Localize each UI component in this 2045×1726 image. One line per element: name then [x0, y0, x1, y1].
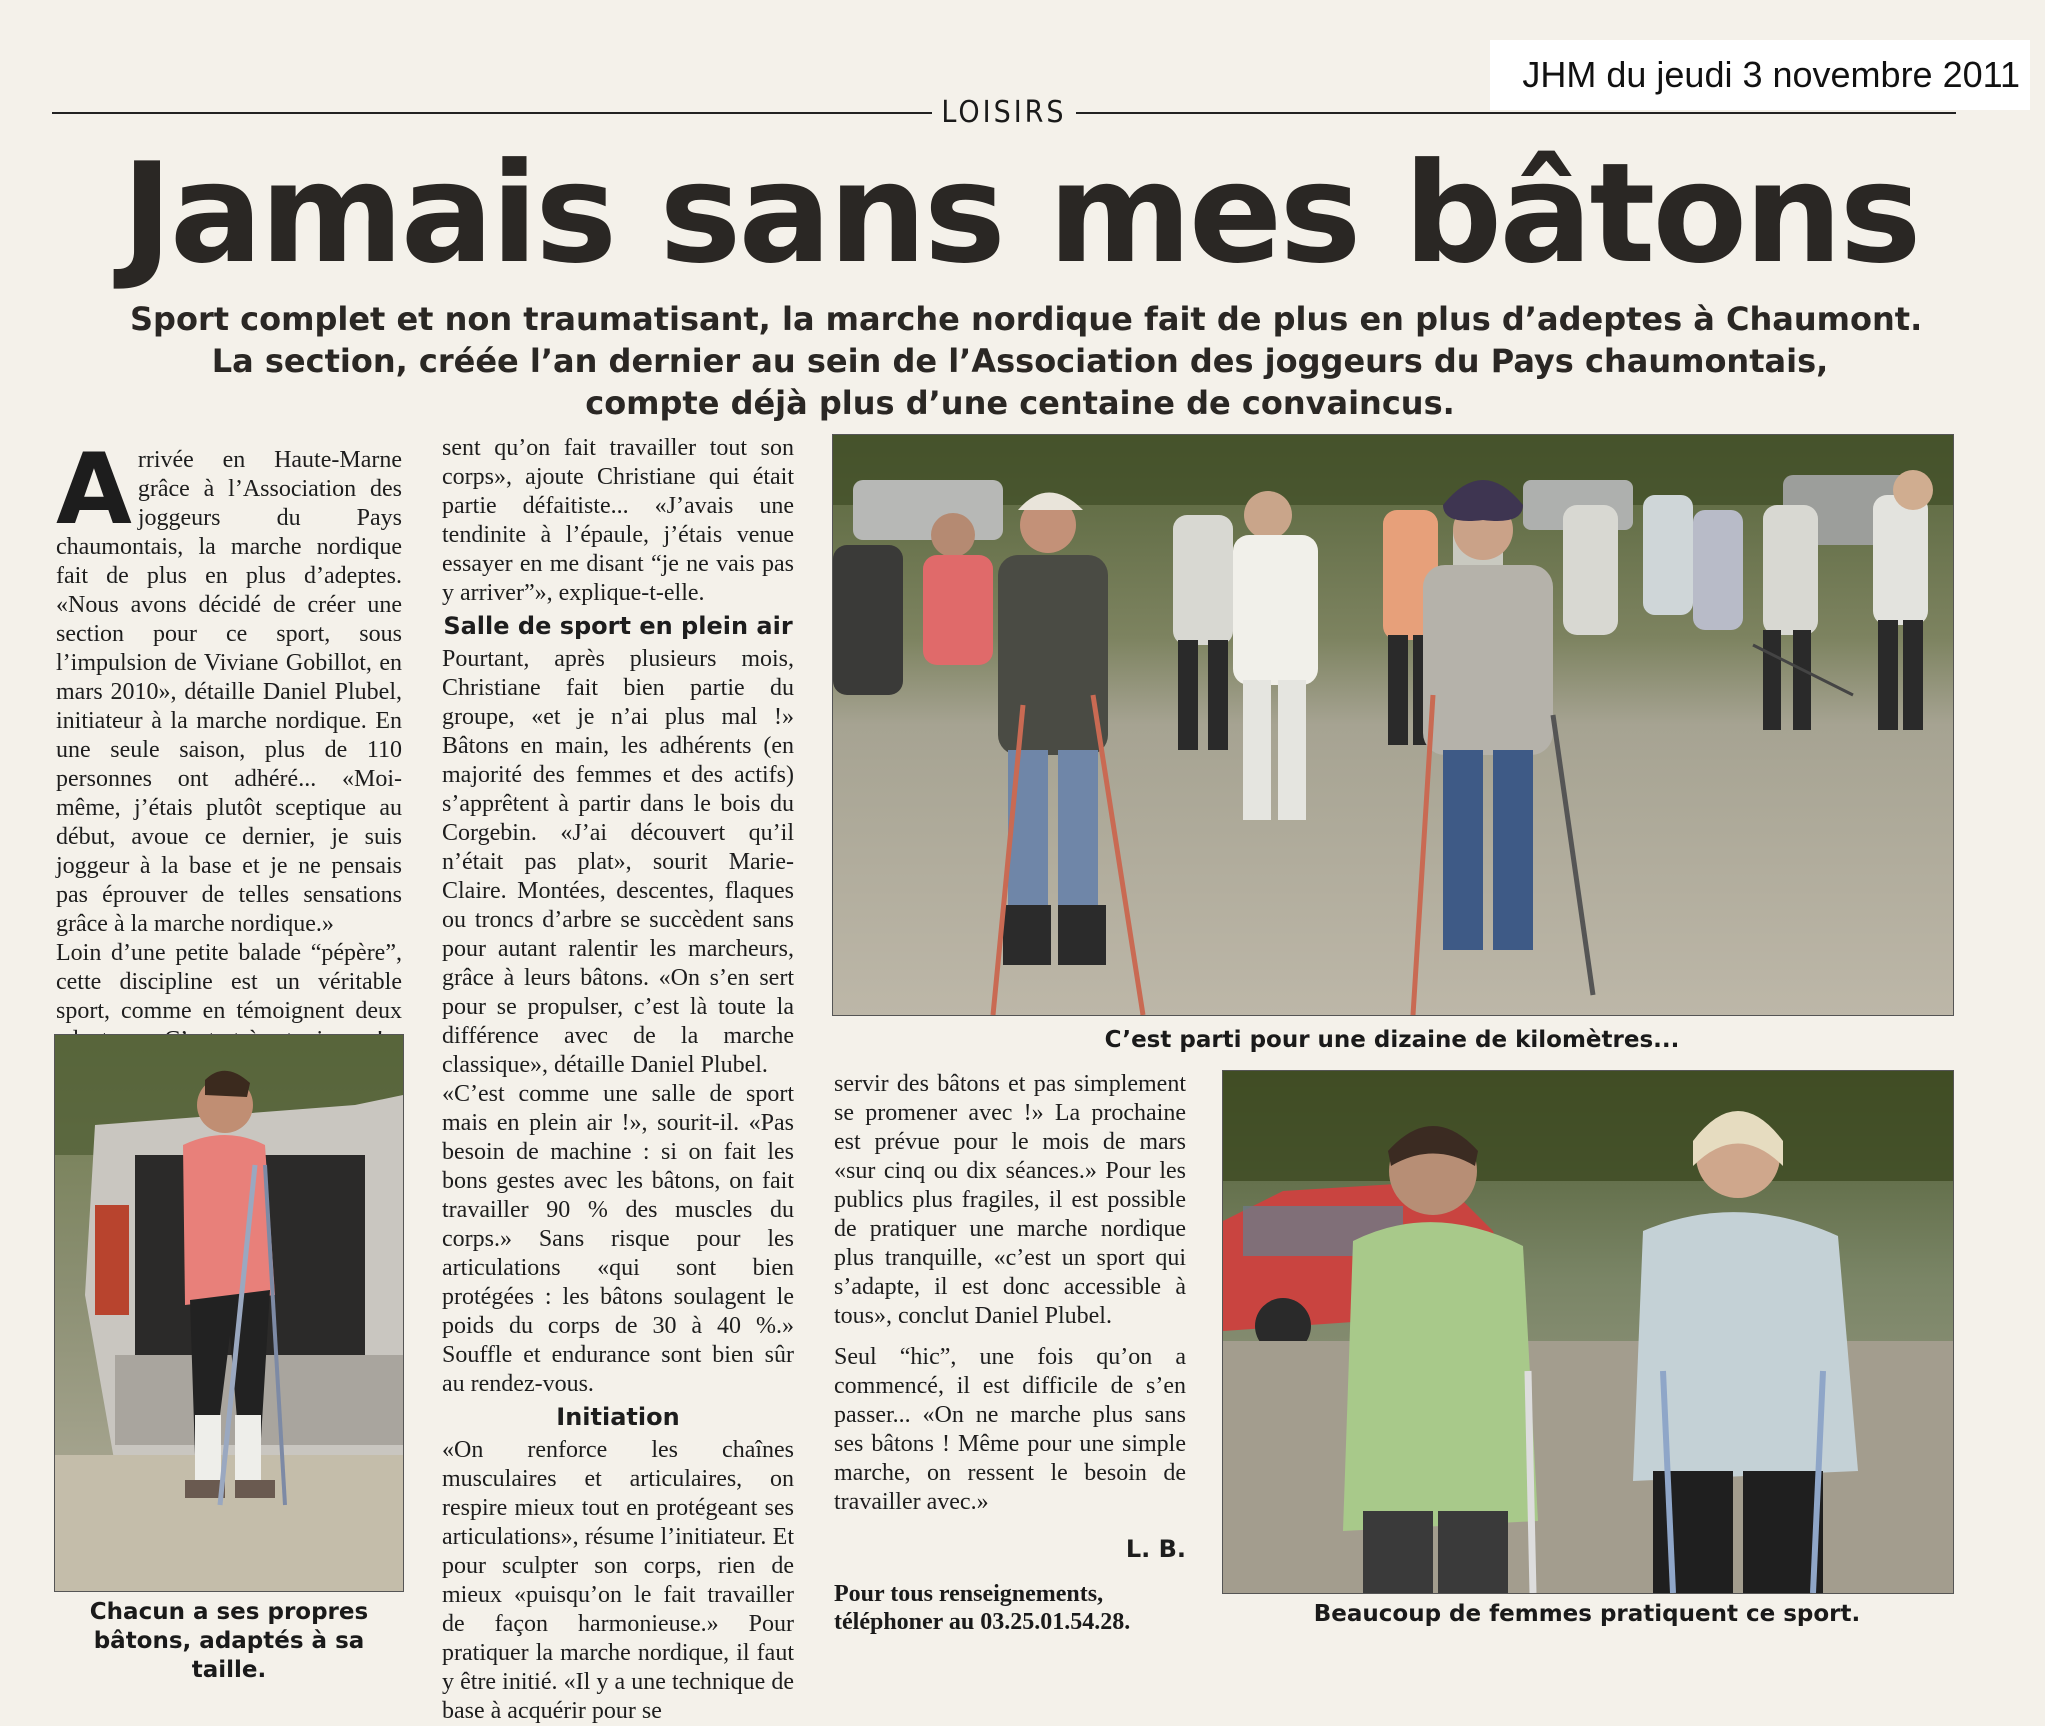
subheading: Salle de sport en plein air: [443, 612, 793, 640]
two-women-image: [1223, 1071, 1953, 1593]
headline: Jamais sans mes bâtons: [121, 133, 1919, 294]
main-photo-caption: C’est parti pour une dizaine de kilomètres...: [1104, 1027, 1680, 1053]
source-stamp: JHM du jeudi 3 novembre 2011: [1490, 40, 2030, 110]
paragraph: «On renforce les chaînes musculaires et articulaires, on respire mieux tout en protégeant ses articulations», résume l’initiateur. Et pour sculpter son corps, rien de mieux «puisqu’on le fait travailler de façon harmonieuse.» Pour pratiquer la marche nordique, il faut y être initié. «Il y a une technique de base à acquérir pour se: [442, 1437, 794, 1724]
left-photo-caption: Chacun a ses propres bâtons, adaptés à sa taille.: [89, 1599, 369, 1683]
photo-woman-with-poles: [54, 1034, 404, 1592]
photo-group-walkers: [832, 434, 1954, 1016]
article-column-2: [442, 434, 794, 1726]
drop-cap: A: [56, 433, 132, 547]
rubric-label: LOISIRS: [938, 95, 1070, 130]
paragraph: Loin d’une petite balade “pépère”, cette discipline est un véritable sport, comme en témoignent deux: [56, 940, 402, 1024]
standfirst: [130, 298, 1923, 424]
article-column-3: [834, 1070, 1186, 1564]
subheading: Initiation: [556, 1403, 680, 1431]
paragraph: Pourtant, après plusieurs mois, Christiane fait bien partie du groupe, «et je n’ai plus mal !» Bâtons en main, les adhérents (en majorité des femmes et des actifs) s’apprêtent à partir dans le bois du Corgebin. «J’ai découvert qu’il n’était pas plat», sourit Marie-Claire. Montées, descentes, flaques ou troncs d’arbre se succèdent sans pour autant ralentir les marcheurs, grâce à leurs bâtons. «On s’en sert pour se propulser, c’est là toute la différence avec de la marche classique», détaille Daniel Plubel.: [442, 646, 794, 1078]
rubric-rule-left: [52, 112, 932, 114]
photo-two-women: [1222, 1070, 1954, 1594]
standfirst-line-1: Sport complet et non traumatisant, la marche nordique fait de plus en plus d’adeptes à Chaumont.: [130, 300, 1923, 338]
contact-info: Pour tous renseignements, téléphoner au 03.25.01.54.28.: [834, 1581, 1131, 1635]
paragraph: Seul “hic”, une fois qu’on a commencé, il est difficile de s’en passer... «On ne marche plus sans ses bâtons ! Même pour une simple marche, on ressent le besoin de travailler avec.»: [834, 1344, 1186, 1515]
paragraph: «C’est comme une salle de sport mais en plein air !», sourit-il. «Pas besoin de machine : si on fait les bons gestes avec les bâtons, on fait travailler 90 % des muscles du corps.» Sans risque pour les articulations «qui sont bien protégées : les bâtons soulagent le poids du corps de 30 à 40 %.» Souffle et endurance sont bien sûr au rendez-vous.: [442, 1081, 794, 1397]
paragraph: rrivée en Haute-Marne grâce à l’Association des joggeurs du Pays chaumontais, la marche nordique fait de plus en plus d’adeptes. «Nous avons décidé de créer une section pour ce sport, sous l’impulsion de Viviane Gobillot, en mars 2010», détaille Daniel Plubel, initiateur à la marche nordique. En une seule saison, plus de 110 personnes ont adhéré... «Moi-même, j’étais plutôt sceptique au début, avoue ce dernier, je suis joggeur à la base et je ne pensais pas éprouver de telles sensations grâce à la marche nordique.»: [56, 447, 402, 937]
right-photo-caption: Beaucoup de femmes pratiquent ce sport.: [1313, 1601, 1861, 1627]
paragraph: sent qu’on fait travailler tout son corps», ajoute Christiane qui était partie défaitiste... «J’avais une tendinite à l’épaule, j’étais venue essayer en me disant “je ne vais pas y arriver”», explique-t-elle.: [442, 435, 794, 606]
author-signature: L. B.: [1125, 1535, 1186, 1563]
paragraph: servir des bâtons et pas simplement se promener avec !» La prochaine est prévue pour le mois de mars «sur cinq ou dix séances.» Pour les publics plus fragiles, il est possible de pratiquer une marche nordique plus tranquille, «c’est un sport qui s’adapte, il est donc accessible à tous», conclut Daniel Plubel.: [834, 1071, 1186, 1329]
woman-with-poles-image: [55, 1035, 403, 1591]
article-column-1: [56, 433, 402, 1084]
standfirst-line-2: La section, créée l’an dernier au sein de l’Association des joggeurs du Pays chaumontais,: [211, 342, 1829, 380]
standfirst-line-3: compte déjà plus d’une centaine de convaincus.: [585, 384, 1455, 422]
rubric-rule-right: [1076, 112, 1956, 114]
group-walkers-image: [833, 435, 1953, 1015]
